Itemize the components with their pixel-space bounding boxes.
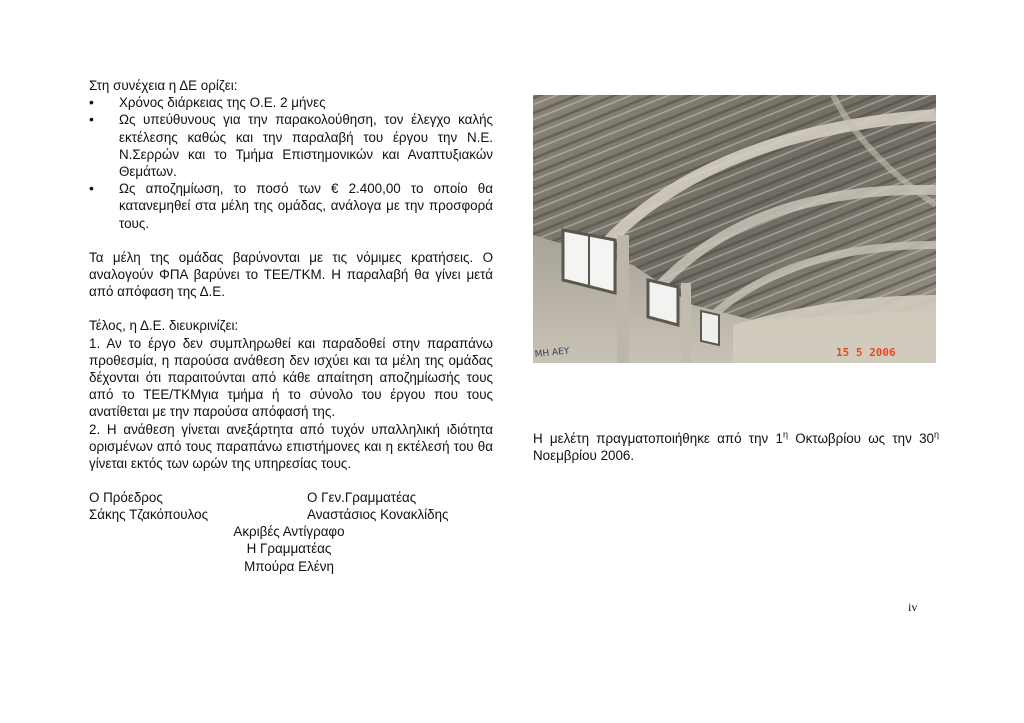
intro-text: Στη συνέχεια η ΔΕ ορίζει: (89, 78, 238, 93)
caption-part: Νοεμβρίου 2006. (533, 448, 635, 464)
clarify-heading: Τέλος, η Δ.Ε. διευκρινίζει: (89, 318, 239, 334)
clause-2: 2. Η ανάθεση γίνεται ανεξάρτητα από τυχόν υπαλληλική ιδιότητα ορισμένων από τους παραπάνω επιστήμονες και η εκτέλεσή του θα γίνεται εκτός των ωρών της υπηρεσίας τους. (89, 421, 493, 472)
secretary-title: Ο Γεν.Γραμματέας (307, 490, 417, 506)
signature-block (89, 489, 493, 523)
list-item: • Ως υπεύθυνους για την παρακολούθηση, τον έλεγχο καλής εκτέλεσης καθώς και την παραλαβή του έργου την Ν.Ε. Ν.Σερρών και το Τμήμα Επιστημονικών και Αναπτυξιακών Θεμάτων. (89, 111, 493, 180)
president-name: Σάκης Τζακόπουλος (89, 507, 209, 523)
copy-label: Ακριβές Αντίγραφο (233, 524, 345, 540)
copy-role: Η Γραμματέας (246, 541, 332, 557)
taxes-paragraph: Τα μέλη της ομάδας βαρύνονται με τις νόμιμες κρατήσεις. Ο αναλογούν ΦΠΑ βαρύνει το ΤΕΕ/ΤΚΜ. Η παραλαβή θα γίνει μετά από απόφαση της Δ.Ε. (89, 249, 493, 300)
building-interior-photo (533, 95, 936, 363)
caption-superscript: η (782, 429, 788, 440)
secretary-name: Αναστάσιος Κονακλίδης (307, 507, 449, 523)
provisions-list (89, 94, 493, 232)
left-column (89, 77, 493, 575)
list-item: • Χρόνος διάρκειας της Ο.Ε. 2 μήνες (89, 94, 493, 111)
page-number: iv (908, 600, 918, 614)
list-item: • Ως αποζημίωση, το ποσό των € 2.400,00 το οποίο θα κατανεμηθεί στα μέλη της ομάδας, ανάλογα με την προσφορά τους. (89, 180, 493, 232)
caption-part: Η μελέτη πραγματοποιήθηκε από την 1 (533, 431, 783, 446)
caption-superscript: η (933, 429, 939, 440)
certified-copy-block (89, 523, 489, 575)
photo-caption (533, 430, 939, 464)
copy-name: Μπούρα Ελένη (244, 558, 334, 574)
president-title: Ο Πρόεδρος (89, 490, 163, 506)
clause-1: 1. Αν το έργο δεν συμπληρωθεί και παραδοθεί στην παραπάνω προθεσμία, η παρούσα ανάθεση δεν ισχύει και τα μέλη της ομάδας δέχονται ότι παραιτούνται από κάθε απαίτηση αποζημίωσής τους από το ΤΕΕ/ΤΚΜγια τμήμα ή το σύνολο του έργου που τους ανατίθεται με την παρούσα απόφασή της. (89, 335, 493, 420)
wall-text: ΜΗ ΑΕΥ (534, 346, 570, 360)
caption-part: Οκτωβρίου ως την 30 (787, 431, 934, 446)
date-stamp: 15 5 2006 (836, 346, 896, 359)
